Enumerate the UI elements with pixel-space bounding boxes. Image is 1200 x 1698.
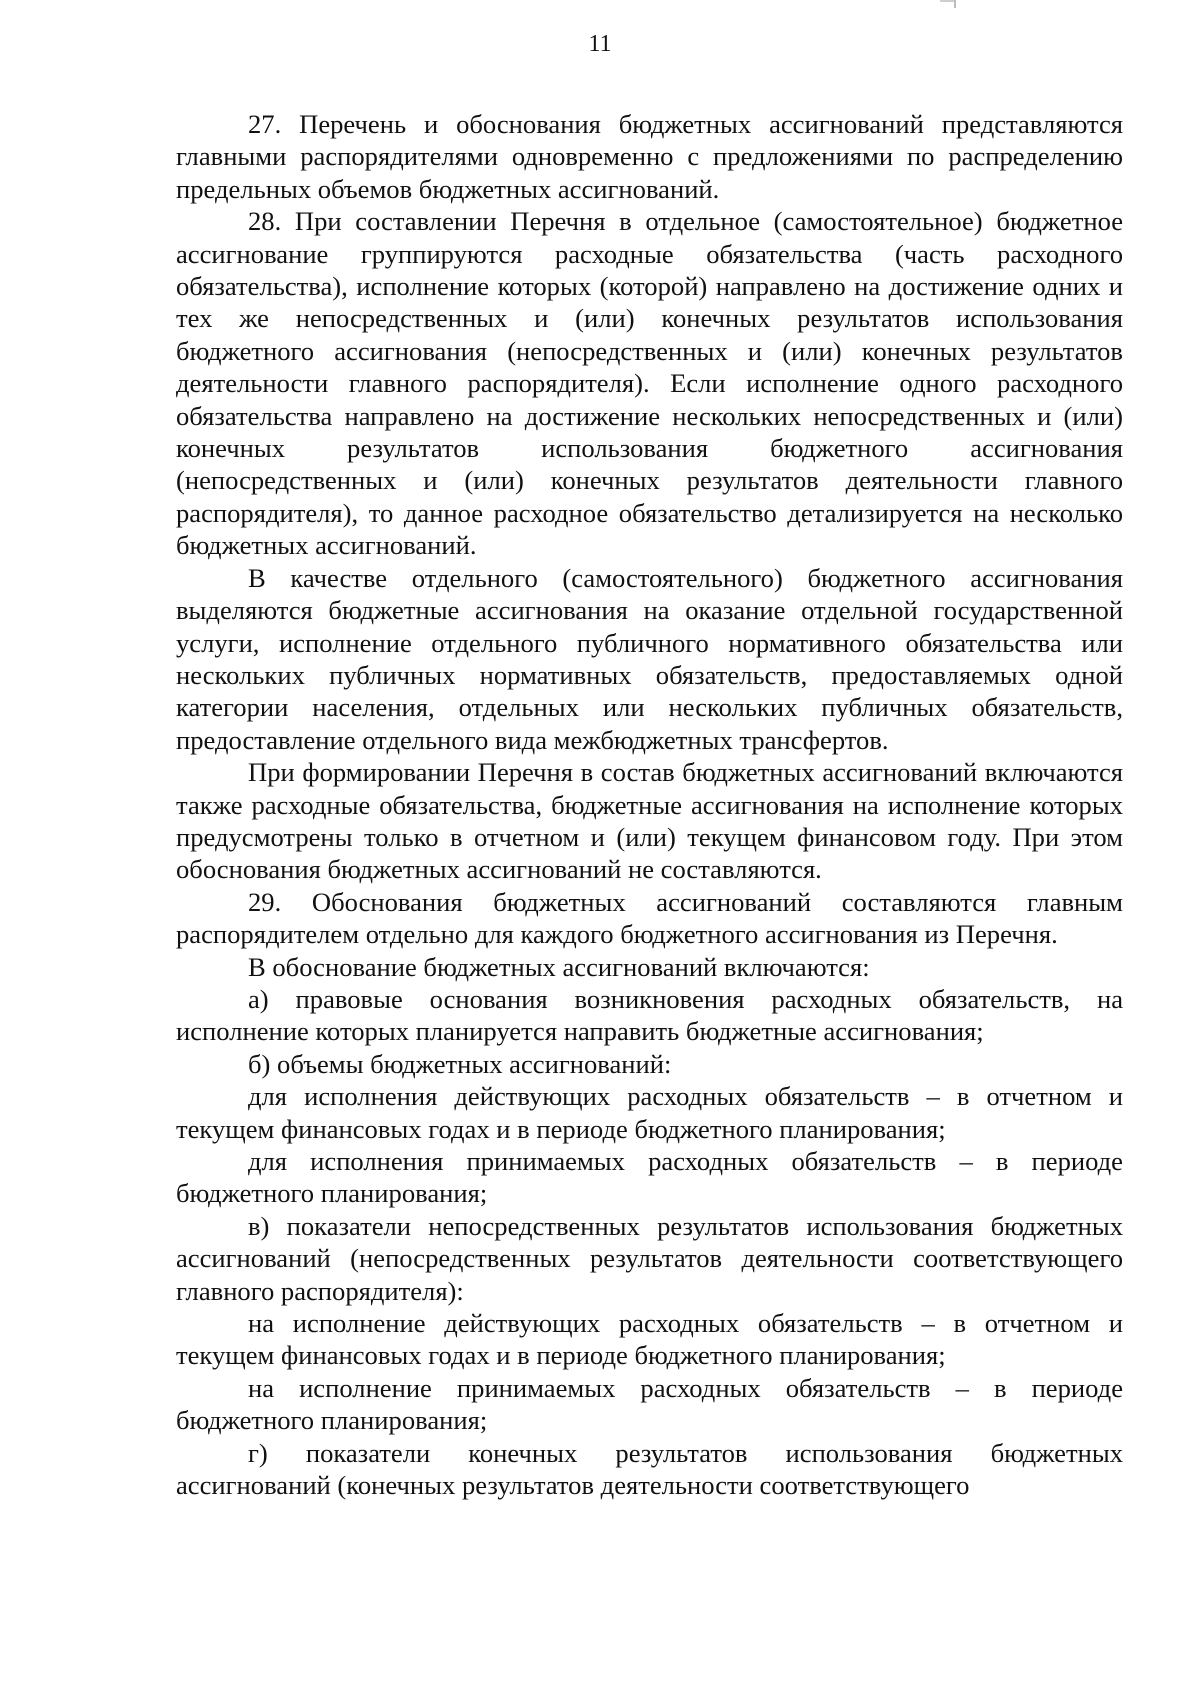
list-item-v: в) показатели непосредственных результатов использования бюджетных ассигнований (непосредственных результатов деятельности соответствующего главного распорядителя): [176, 1210, 1123, 1306]
list-item-b: б) объемы бюджетных ассигнований: [248, 1048, 672, 1079]
list-item-v-current-obligations: на исполнение действующих расходных обязательств – в отчетном и текущем финансовых годах и в периоде бюджетного планирования; [176, 1308, 1123, 1371]
paragraph-28-list-formation: При формировании Перечня в состав бюджетных ассигнований включаются также расходные обязательства, бюджетные ассигнования на исполнение которых предусмотрены только в отчетном и (или) текущем финансовом году. При этом обоснования бюджетных ассигнований не составляются. [176, 757, 1123, 885]
scan-artifact [954, 0, 956, 8]
paragraph-28: 28. При составлении Перечня в отдельное (самостоятельное) бюджетное ассигнование группируются расходные обязательства (часть расходного обязательства), исполнение которых (которой) направлено на достижение одних и тех же непосредственных и (или) конечных результатов использования бюджетного ассигнования (непосредственных и (или) конечных результатов деятельности главного распорядителя). Если исполнение одного расходного обязательства направлено на достижение нескольких непосредственных и (или) конечных результатов использования бюджетного ассигнования (непосредственных и (или) конечных результатов деятельности главного распорядителя), то данное расходное обязательство детализируется на несколько бюджетных ассигнований. [176, 206, 1123, 561]
paragraph-29-includes: В обоснование бюджетных ассигнований включаются: [248, 951, 870, 982]
paragraph-29: 29. Обоснования бюджетных ассигнований составляются главным распорядителем отдельно для каждого бюджетного ассигнования из Перечня. [176, 886, 1123, 950]
page-number: 11 [588, 31, 612, 57]
paragraph-27: 27. Перечень и обоснования бюджетных ассигнований представляются главными распорядителями одновременно с предложениями по распределению предельных объемов бюджетных ассигнований. [176, 109, 1123, 204]
list-item-b-current-obligations: для исполнения действующих расходных обязательств – в отчетном и текущем финансовых годах и в периоде бюджетного планирования; [176, 1081, 1123, 1144]
list-item-a: а) правовые основания возникновения расходных обязательств, на исполнение которых планируется направить бюджетные ассигнования; [176, 983, 1123, 1047]
list-item-b-accepted-obligations: для исполнения принимаемых расходных обязательств – в периоде бюджетного планирования; [176, 1146, 1123, 1209]
paragraph-28-separate-assignments: В качестве отдельного (самостоятельного) бюджетного ассигнования выделяются бюджетные ассигнования на оказание отдельной государственной услуги, исполнение отдельного публичного нормативного обязательства или нескольких публичных нормативных обязательств, предоставляемых одной категории населения, отдельных или нескольких публичных обязательств, предоставление отдельного вида межбюджетных трансфертов. [176, 562, 1123, 755]
list-item-g: г) показатели конечных результатов использования бюджетных ассигнований (конечных результатов деятельности соответствующего [176, 1437, 1123, 1501]
list-item-v-accepted-obligations: на исполнение принимаемых расходных обязательств – в периоде бюджетного планирования; [176, 1372, 1123, 1436]
document-body [176, 108, 1123, 1501]
